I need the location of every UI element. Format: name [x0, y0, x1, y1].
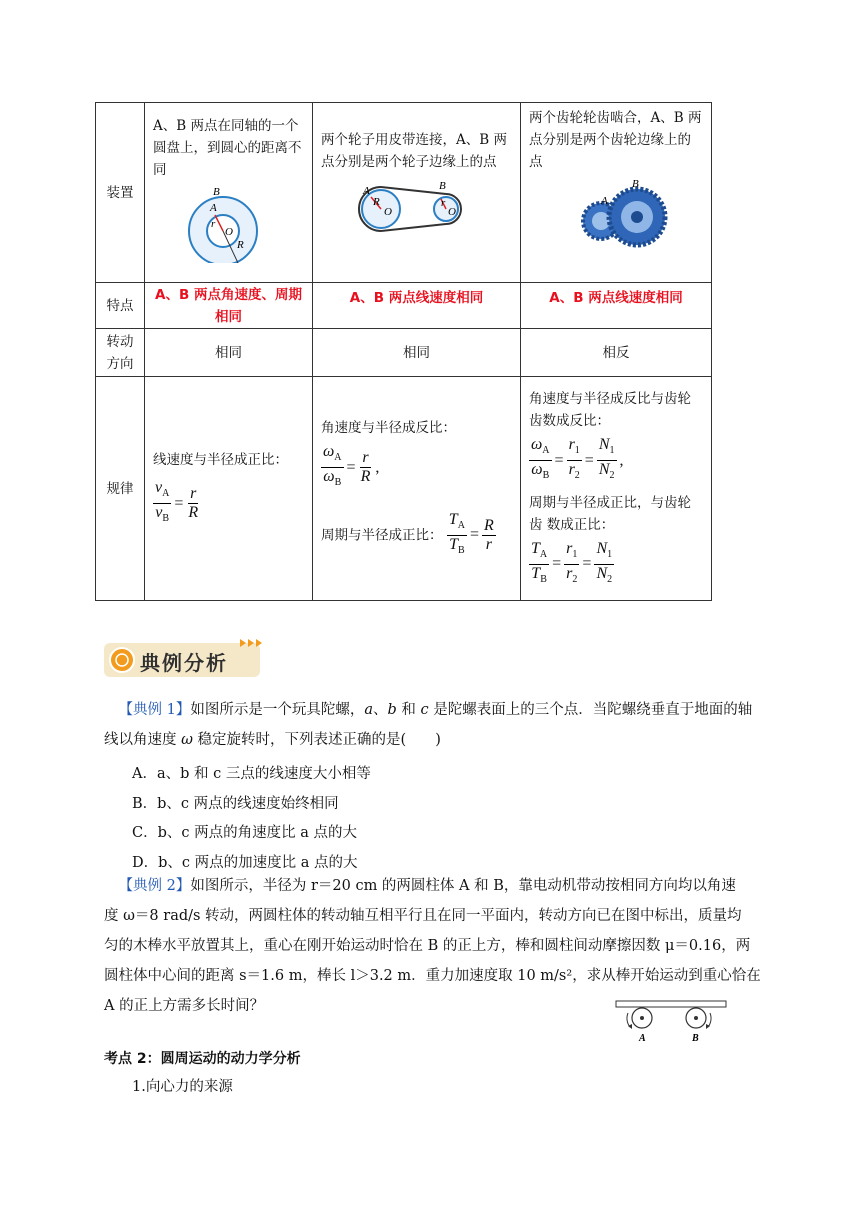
rule-coaxial-text: 线速度与半径成正比：	[153, 451, 288, 468]
example2-label: 【典例 2】	[118, 878, 191, 894]
comparison-table	[95, 102, 712, 601]
rule-gear-text1: 角速度与半径成反比与齿轮齿数成反比：	[529, 391, 691, 430]
fig-label-B: B	[692, 1033, 699, 1043]
coaxial-disk-figure	[153, 183, 303, 263]
globe-icon	[110, 648, 134, 672]
formula-period-gear: $\frac{T_A}{T_B}$ = $\frac{r_1}{r_2}$ = $\frac{N_1}{N_2}$	[531, 539, 613, 585]
fig1-label-A: A	[210, 202, 217, 214]
belt-text: 两个轮子用皮带连接，A、B 两点分别是两个轮子边缘上的点	[321, 132, 507, 170]
formula-omega-belt: $\frac{\omega_A}{\omega_B}$ = $\frac{r}{R}$ ,	[323, 443, 380, 489]
rule-coaxial: 线速度与半径成正比： $\frac{v_A}{v_B}$ = $\frac{r}{R}$	[145, 377, 313, 601]
example1-option-d[interactable]: D．b、c 两点的加速度比 a 点的大	[132, 855, 358, 871]
fig2-label-A: A	[363, 185, 370, 197]
rule-gear-text2: 周期与半径成正比，与齿轮齿 数成正比：	[529, 494, 691, 533]
gear-text: 两个齿轮轮齿啮合，A、B 两点分别是两个齿轮边缘上的点	[529, 110, 702, 170]
banner-title: 典例分析	[140, 651, 228, 675]
direction-coaxial: 相同	[145, 329, 313, 377]
direction-header-line2: 方向	[106, 355, 134, 372]
formula-v-ratio: $\frac{v_A}{v_B}$	[155, 478, 170, 525]
direction-header-line1: 转动	[106, 333, 134, 350]
feature-belt: A、B 两点线速度相同	[313, 283, 521, 329]
cylinders-rod-figure	[612, 999, 732, 1043]
fig1-label-R: R	[237, 239, 244, 251]
direction-gear: 相反	[521, 329, 712, 377]
fig3-label-B: B	[632, 179, 639, 190]
row-header-device: 装置	[96, 103, 145, 283]
row-header-feature: 特点	[96, 283, 145, 329]
fig1-label-B: B	[213, 186, 220, 198]
example1-option-b[interactable]: B．b、c 两点的线速度始终相同	[132, 796, 339, 812]
example1-option-c[interactable]: C．b、c 两点的角速度比 a 点的大	[132, 825, 357, 841]
formula-period-belt: 周期与半径成正比： $\frac{T_A}{T_B}$ = $\frac{R}{r}$	[321, 510, 494, 556]
fig2-label-r: r	[441, 197, 446, 209]
rule-gear	[521, 377, 712, 601]
section-title: 考点 2：圆周运动的动力学分析	[104, 1051, 301, 1067]
fig2-label-O2: O	[448, 206, 456, 218]
fig2-label-B: B	[439, 180, 446, 192]
row-header-direction	[96, 329, 145, 377]
rule-belt	[313, 377, 521, 601]
direction-belt: 相同	[313, 329, 521, 377]
gear-figure	[529, 179, 699, 249]
fig2-label-O: O	[384, 206, 392, 218]
fig1-label-r: r	[211, 218, 216, 230]
fig2-label-R: R	[373, 196, 380, 208]
feature-gear: A、B 两点线速度相同	[521, 283, 712, 329]
section-subtitle: 1.向心力的来源	[132, 1079, 233, 1095]
feature-coaxial: A、B 两点角速度、周期相同	[145, 283, 313, 329]
fig-label-A: A	[639, 1033, 646, 1043]
belt-pulley-figure	[321, 179, 511, 239]
example-analysis-banner	[104, 635, 266, 677]
example1-label: 【典例 1】	[118, 702, 191, 718]
formula-r-ratio: $\frac{r}{R}$	[188, 485, 199, 521]
rule-belt-text1: 角速度与半径成反比：	[321, 420, 456, 437]
formula-omega-gear: $\frac{\omega_A}{\omega_B}$ = $\frac{r_1}{r_2}$ = $\frac{N_1}{N_2}$ ,	[531, 436, 624, 482]
coaxial-text: A、B 两点在同轴的一个圆盘上，到圆心的距离不同	[153, 118, 302, 178]
cell-device-gear	[521, 103, 712, 283]
fig3-label-A: A	[601, 195, 608, 207]
example1-option-a[interactable]: A．a、b 和 c 三点的线速度大小相等	[132, 766, 371, 782]
example2-question: 【典例 2】如图所示，半径为 r＝20 cm 的两圆柱体 A 和 B，靠电动机带动按相同方向均以角速 度 ω＝8 rad/s 转动，两圆柱体的转动轴互相平行且在同一平面内，转动方向已在图中标出，质量均 匀的木棒水平放置其上，重心在刚开始运动时恰在 B 的正上方，棒和圆柱间动摩擦因数 μ＝0.16，两 圆柱体中心间的距离 s＝1.6 m，棒长 l＞3.2 m．重力加速度取 10 m/s²，求从棒开始运动到重心恰在 A 的正上方需多长时间？	[104, 878, 761, 1014]
fig1-label-O: O	[225, 226, 233, 238]
cell-device-belt	[313, 103, 521, 283]
row-header-rule: 规律	[96, 377, 145, 601]
example1-question: 【典例 1】如图所示是一个玩具陀螺，a、b 和 c 是陀螺表面上的三个点．当陀螺绕垂直于地面的轴线以角速度 ω 稳定旋转时，下列表述正确的是( )	[104, 702, 753, 748]
cell-device-coaxial	[145, 103, 313, 283]
